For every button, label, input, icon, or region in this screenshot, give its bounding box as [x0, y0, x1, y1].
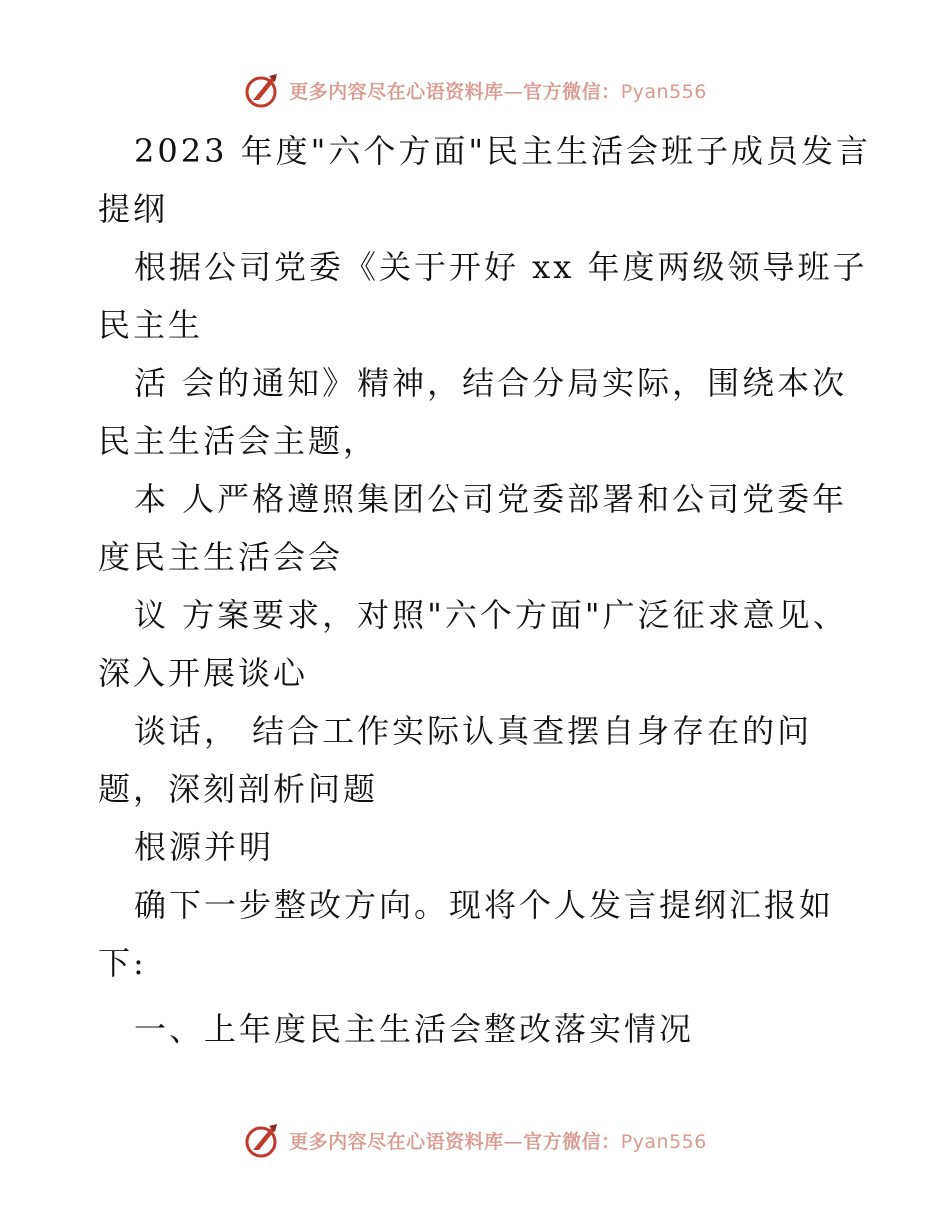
watermark-slogan: 更多内容尽在心语资料库	[289, 1130, 504, 1153]
watermark-separator: —	[503, 1130, 524, 1153]
watermark-wechat-id: Pyan556	[620, 1130, 707, 1153]
watermark-wechat-id: Pyan556	[620, 80, 707, 103]
paragraph-line: 度民主生活会会	[98, 538, 344, 576]
paragraph-line: 本 人严格遵照集团公司党委部署和公司党委年	[134, 480, 848, 518]
watermark-wechat-label: 官方微信：	[523, 1130, 621, 1153]
paragraph-line: 深入开展谈心	[98, 654, 309, 692]
paragraph-line: 议 方案要求，对照"六个方面"广泛征求意见、	[134, 596, 848, 634]
paragraph-line: 根据公司党委《关于开好 xx 年度两级领导班子	[134, 248, 868, 286]
paragraph-line: 民主生活会主题，	[98, 422, 379, 460]
paragraph-line: 确下一步整改方向。现将个人发言提纲汇报如	[134, 886, 835, 924]
doc-title-line-1: 2023 年度"六个方面"民主生活会班子成员发言	[134, 132, 872, 170]
doc-title-line-2: 提纲	[98, 190, 169, 228]
paragraph-line: 根源并明	[134, 828, 275, 866]
quill-circle-logo-icon	[243, 1120, 283, 1160]
paragraph-line: 民主生	[98, 306, 204, 344]
watermark-text	[289, 1127, 707, 1154]
paragraph-line: 题，深刻剖析问题	[98, 770, 379, 808]
document-body	[98, 122, 872, 1058]
paragraph-line: 下:	[98, 944, 147, 982]
watermark-wechat-label: 官方微信：	[523, 80, 621, 103]
paragraph-line: 谈话， 结合工作实际认真查摆自身存在的问	[134, 712, 813, 750]
header-watermark-banner	[0, 68, 950, 112]
watermark-separator: —	[503, 80, 524, 103]
quill-circle-logo-icon	[243, 70, 283, 110]
watermark-text	[289, 77, 707, 104]
footer-watermark-banner	[0, 1118, 950, 1162]
watermark-slogan: 更多内容尽在心语资料库	[289, 80, 504, 103]
paragraph-line: 活 会的通知》精神，结合分局实际，围绕本次	[134, 364, 848, 402]
section-heading: 一、上年度民主生活会整改落实情况	[134, 1010, 695, 1048]
